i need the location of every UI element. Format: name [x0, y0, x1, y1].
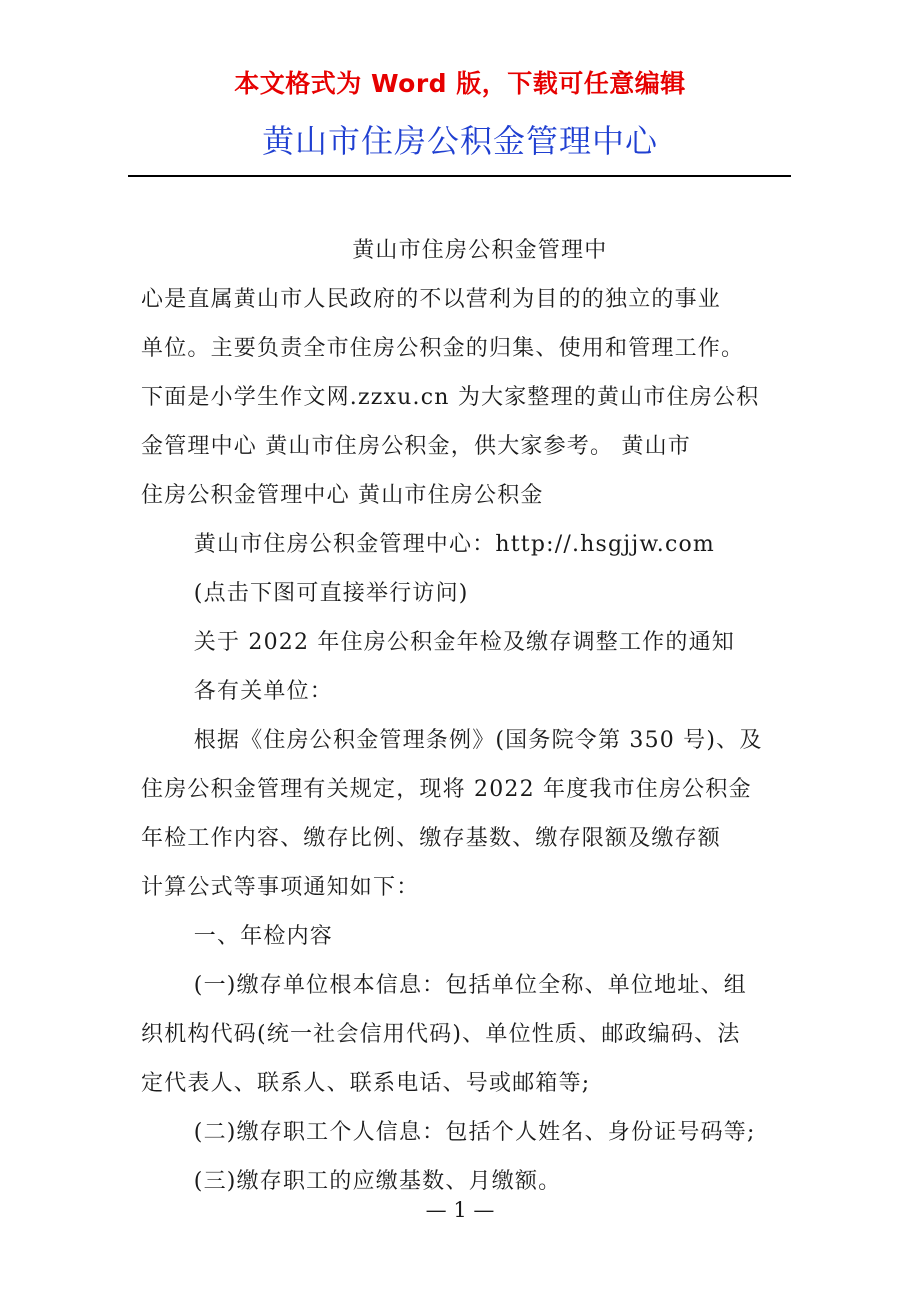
text-line: 住房公积金管理有关规定，现将 2022 年度我市住房公积金 — [141, 777, 752, 802]
document-body — [141, 226, 786, 1206]
text-line: 心是直属黄山市人民政府的不以营利为目的的独立的事业 — [141, 287, 722, 312]
text-line: 织机构代码(统一社会信用代码)、单位性质、邮政编码、法 — [141, 1022, 741, 1047]
text-line: (点击下图可直接举行访问) — [193, 581, 469, 606]
text-line: 下面是小学生作文网.zzxu.cn 为大家整理的黄山市住房公积 — [141, 385, 760, 410]
text-line: 根据《住房公积金管理条例》(国务院令第 350 号)、及 — [193, 728, 763, 753]
text-line: (三)缴存职工的应缴基数、月缴额。 — [193, 1169, 562, 1194]
website-link-line[interactable]: 黄山市住房公积金管理中心：http://.hsgjjw.com — [193, 532, 715, 557]
section-heading-line: 一、年检内容 — [193, 924, 333, 949]
page-number: — 1 — — [425, 1198, 495, 1222]
text-line: 年检工作内容、缴存比例、缴存基数、缴存限额及缴存额 — [141, 826, 722, 851]
text-line: (二)缴存职工个人信息：包括个人姓名、身份证号码等; — [193, 1120, 756, 1145]
text-line: 计算公式等事项通知如下： — [141, 875, 420, 900]
text-line: (一)缴存单位根本信息：包括单位全称、单位地址、组 — [193, 973, 747, 998]
title-divider — [128, 175, 791, 177]
text-line: 金管理中心 黄山市住房公积金，供大家参考。 黄山市 — [141, 434, 691, 459]
text-line: 住房公积金管理中心 黄山市住房公积金 — [141, 483, 544, 508]
text-line: 定代表人、联系人、联系电话、号或邮箱等; — [141, 1071, 591, 1096]
word-format-banner: 本文格式为 Word 版，下载可任意编辑 — [234, 69, 686, 98]
notice-title-line: 关于 2022 年住房公积金年检及缴存调整工作的通知 — [193, 630, 735, 655]
text-line: 黄山市住房公积金管理中 — [352, 238, 608, 263]
salutation-line: 各有关单位： — [193, 679, 333, 704]
text-line: 单位。主要负责全市住房公积金的归集、使用和管理工作。 — [141, 336, 745, 361]
page-title: 黄山市住房公积金管理中心 — [261, 122, 658, 160]
